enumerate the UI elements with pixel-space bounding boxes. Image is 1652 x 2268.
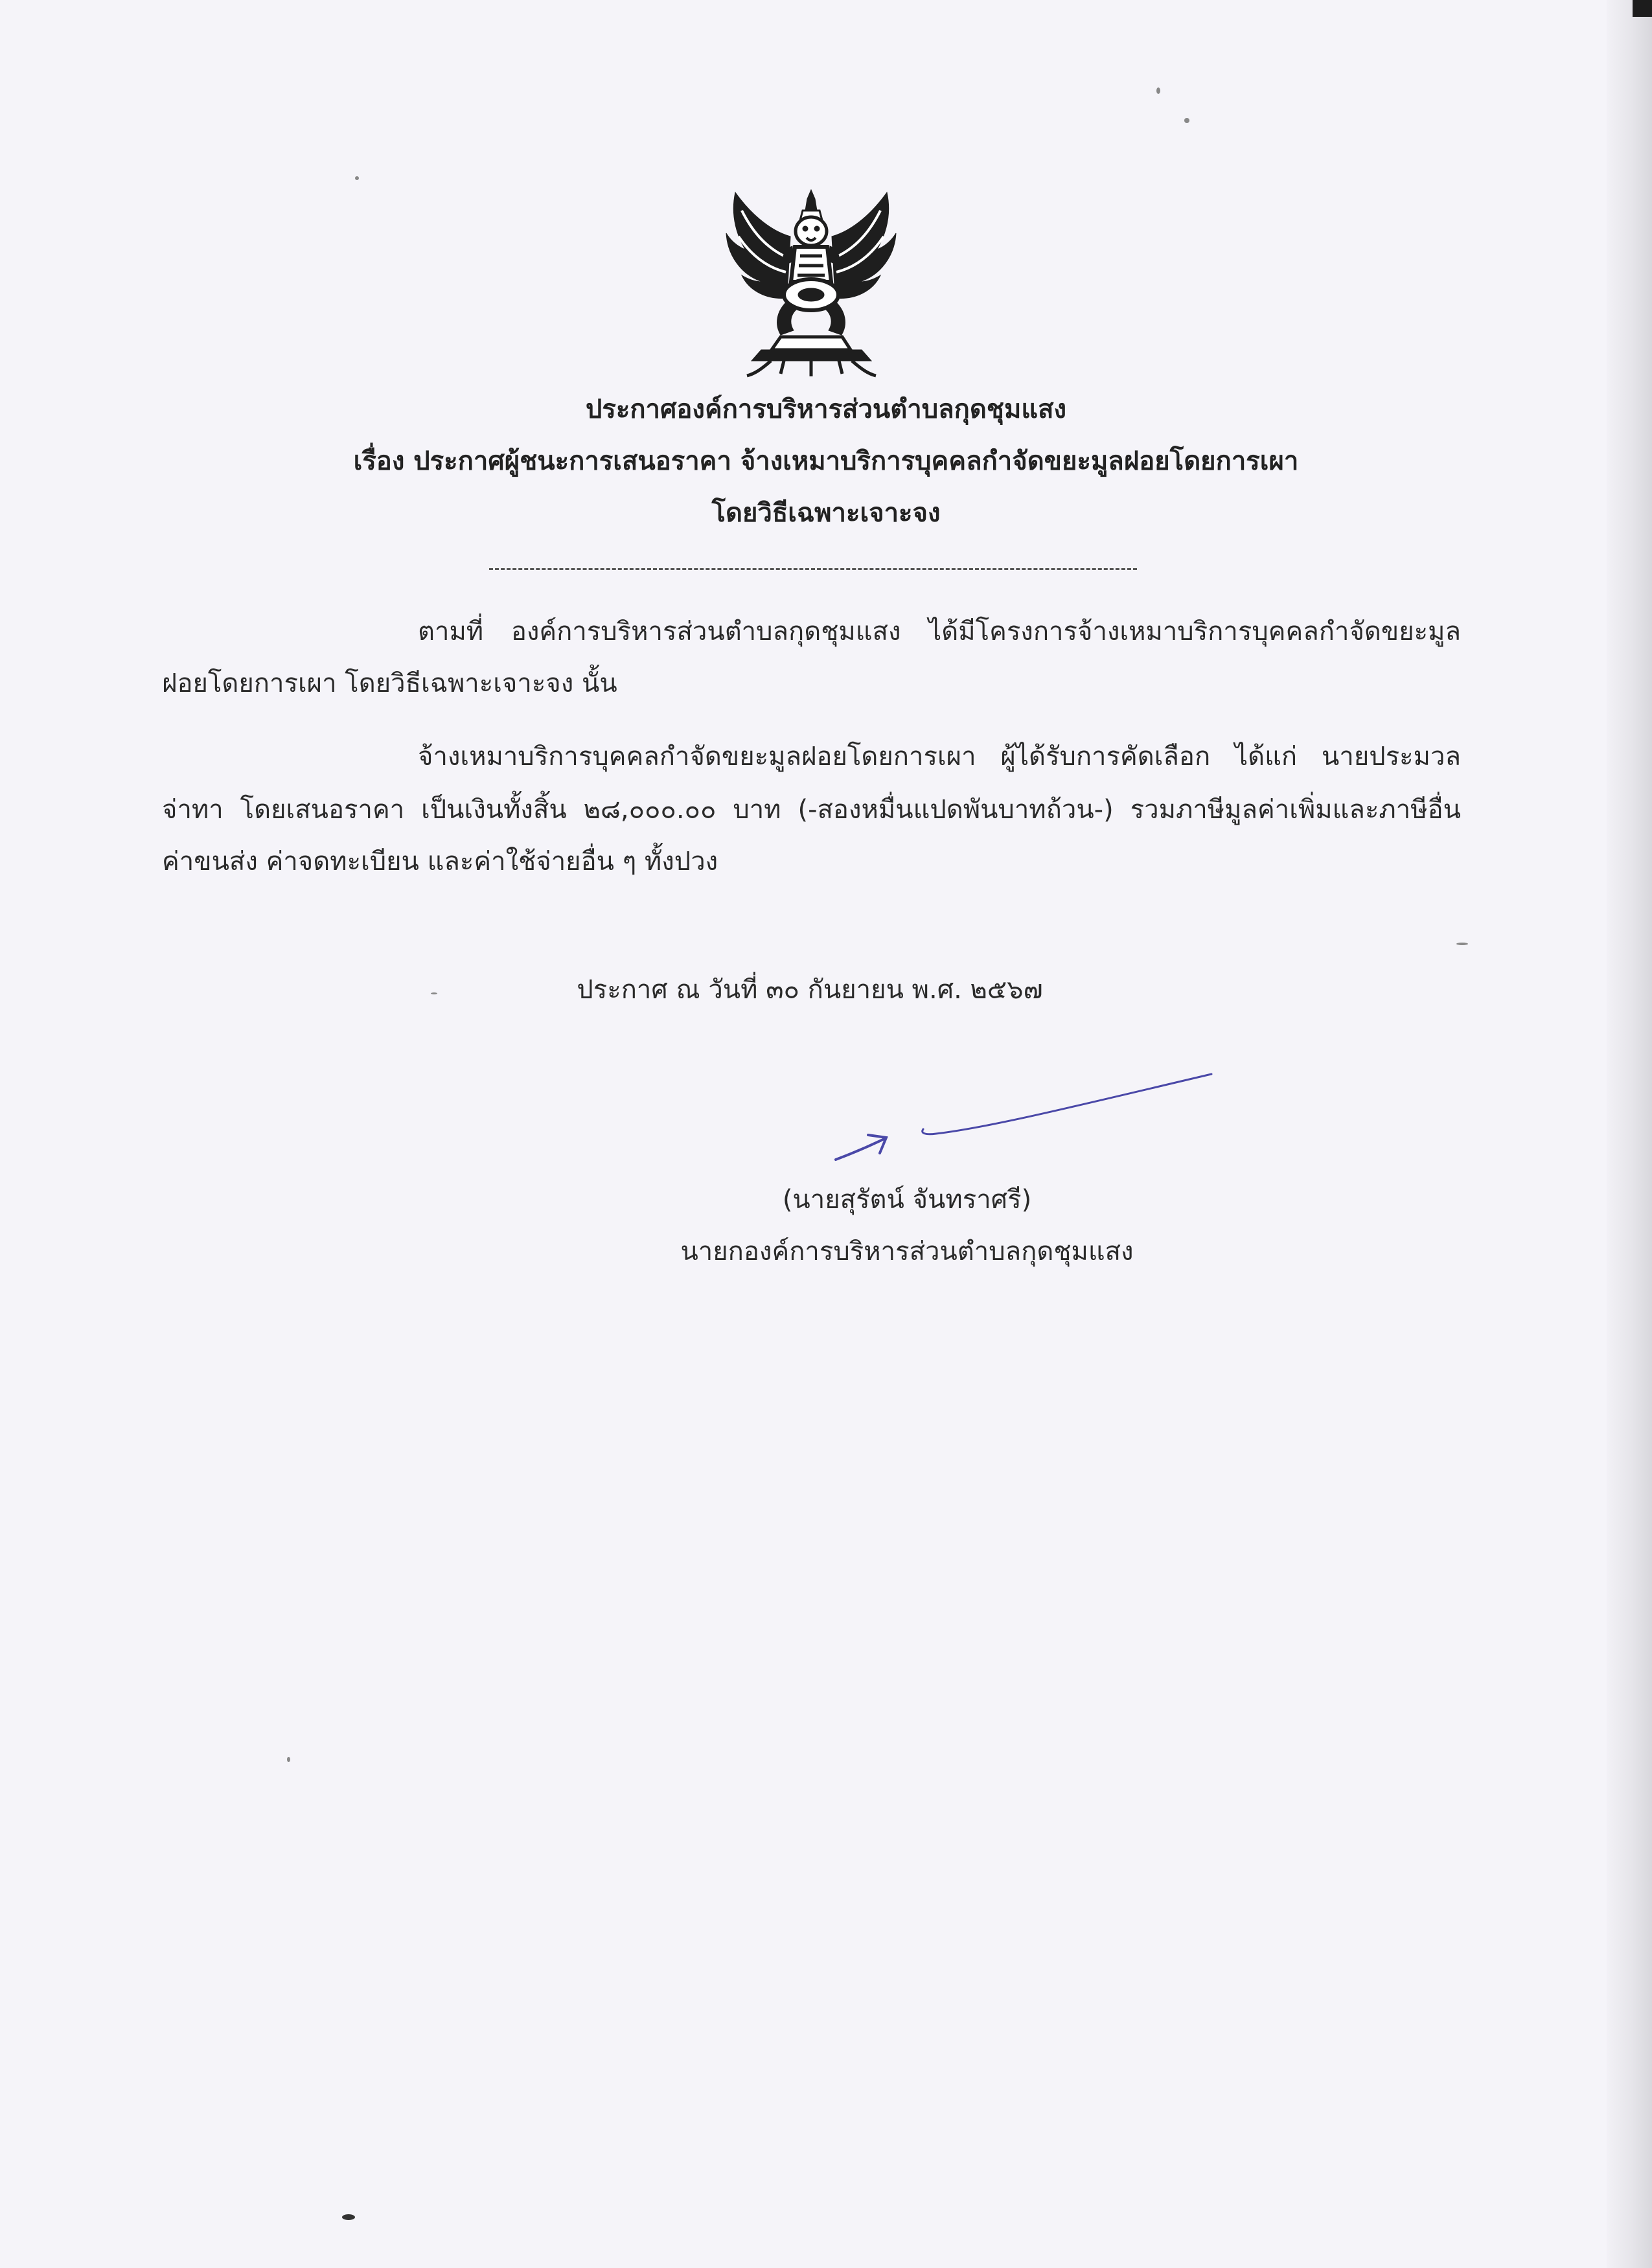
paragraph-1-line-2: ฝอยโดยการเผา โดยวิธีเฉพาะเจาะจง นั้น <box>162 669 617 698</box>
announcement-subject: เรื่อง ประกาศผู้ชนะการเสนอราคา จ้างเหมาบริการบุคคลกำจัดขยะมูลฝอยโดยการเผา <box>353 446 1299 476</box>
scan-speck <box>1456 943 1468 945</box>
garuda-emblem-icon <box>722 185 901 379</box>
signatory-position: นายกองค์การบริหารส่วนตำบลกุดชุมแสง <box>680 1237 1134 1266</box>
signatory-name: (นายสุรัตน์ จันทราศรี) <box>782 1185 1032 1215</box>
paragraph-2-line-1: จ้างเหมาบริการบุคคลกำจัดขยะมูลฝอยโดยการเผา ผู้ได้รับการคัดเลือก ได้แก่ นายประมวล <box>418 742 1461 772</box>
announcement-title: ประกาศองค์การบริหารส่วนตำบลกุดชุมแสง <box>585 395 1067 424</box>
scan-speck <box>1184 118 1189 123</box>
scan-speck <box>342 2214 355 2220</box>
scan-speck <box>355 176 359 180</box>
scan-page-edge <box>1607 0 1652 2268</box>
paragraph-2-line-2: จ่าทา โดยเสนอราคา เป็นเงินทั้งสิ้น ๒๘,๐๐๐.๐๐ บาท (-สองหมื่นแปดพันบาทถ้วน-) รวมภาษีมูลค่าเพิ่มและภาษีอื่น <box>162 795 1461 825</box>
scan-speck <box>431 992 437 994</box>
scan-corner-mark <box>1633 0 1652 17</box>
paragraph-2-line-3: ค่าขนส่ง ค่าจดทะเบียน และค่าใช้จ่ายอื่น ๆ ทั้งปวง <box>162 847 718 876</box>
paragraph-1-line-1: ตามที่ องค์การบริหารส่วนตำบลกุดชุมแสง ได้มีโครงการจ้างเหมาบริการบุคคลกำจัดขยะมูล <box>418 617 1461 647</box>
announcement-method: โดยวิธีเฉพาะเจาะจง <box>711 498 941 528</box>
scan-speck <box>1156 87 1160 94</box>
title-separator <box>489 568 1137 570</box>
scan-speck <box>287 1757 290 1762</box>
announcement-date: ประกาศ ณ วันที่ ๓๐ กันยายน พ.ศ. ๒๕๖๗ <box>577 975 1043 1005</box>
signature-icon <box>823 1062 1224 1179</box>
